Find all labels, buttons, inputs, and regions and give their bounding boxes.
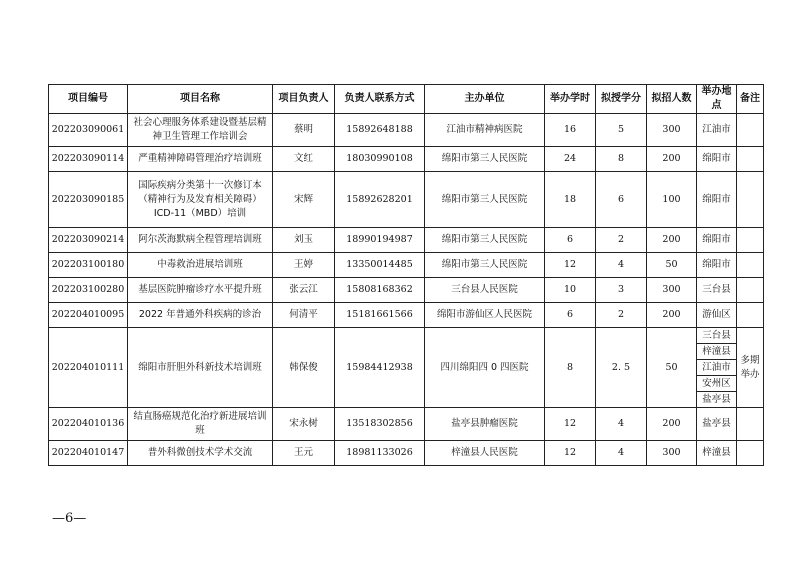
header-credits: 拟授学分 (596, 85, 647, 114)
cell-hours: 16 (545, 114, 596, 147)
cell-project-id: 202203100280 (49, 278, 128, 303)
cell-count: 300 (647, 114, 697, 147)
cell-credits: 8 (596, 147, 647, 172)
cell-project-name: 国际疾病分类第十一次修订本（精神行为及发育相关障碍）ICD-11（MBD）培训 (128, 172, 273, 228)
cell-location: 绵阳市 (697, 228, 737, 253)
cell-remark (737, 408, 764, 441)
cell-remark: 多期举办 (737, 328, 764, 408)
cell-hours: 12 (545, 253, 596, 278)
cell-host-unit: 绵阳市第三人民医院 (425, 147, 545, 172)
cell-count: 200 (647, 408, 697, 441)
cell-project-id: 202203090114 (49, 147, 128, 172)
cell-leader: 文红 (273, 147, 335, 172)
cell-host-unit: 盐亭县肿瘤医院 (425, 408, 545, 441)
table-row (49, 441, 764, 466)
cell-project-name: 基层医院肿瘤诊疗水平提升班 (128, 278, 273, 303)
cell-phone: 15181661566 (335, 303, 425, 328)
cell-project-name: 结直肠癌规范化治疗新进展培训班 (128, 408, 273, 441)
table-row (49, 408, 764, 441)
table-row (49, 147, 764, 172)
header-hours: 举办学时 (545, 85, 596, 114)
cell-host-unit: 江油市精神病医院 (425, 114, 545, 147)
header-project-name: 项目名称 (128, 85, 273, 114)
table-row (49, 114, 764, 147)
cell-location: 绵阳市 (697, 253, 737, 278)
cell-credits: 4 (596, 408, 647, 441)
cell-project-name: 绵阳市肝胆外科新技术培训班 (128, 328, 273, 408)
location-item: 安州区 (697, 375, 736, 391)
cell-project-id: 202203090061 (49, 114, 128, 147)
cell-credits: 2 (596, 303, 647, 328)
cell-credits: 4 (596, 441, 647, 466)
header-leader: 项目负责人 (273, 85, 335, 114)
cell-leader: 宋永树 (273, 408, 335, 441)
cell-project-id: 202203090214 (49, 228, 128, 253)
cell-host-unit: 梓潼县人民医院 (425, 441, 545, 466)
cell-project-id: 202204010147 (49, 441, 128, 466)
cell-count: 300 (647, 441, 697, 466)
cell-project-name: 中毒救治进展培训班 (128, 253, 273, 278)
cell-project-name: 普外科微创技术学术交流 (128, 441, 273, 466)
cell-project-name: 社会心理服务体系建设暨基层精神卫生管理工作培训会 (128, 114, 273, 147)
table-row (49, 228, 764, 253)
table-row (49, 303, 764, 328)
cell-phone: 15808168362 (335, 278, 425, 303)
cell-location: 绵阳市 (697, 147, 737, 172)
cell-remark (737, 172, 764, 228)
cell-hours: 6 (545, 303, 596, 328)
cell-phone: 13518302856 (335, 408, 425, 441)
header-location: 举办地点 (697, 85, 737, 114)
cell-leader: 宋辉 (273, 172, 335, 228)
cell-hours: 12 (545, 441, 596, 466)
cell-hours: 18 (545, 172, 596, 228)
location-item: 盐亭县 (697, 391, 736, 407)
cell-project-id: 202204010111 (49, 328, 128, 408)
cell-leader: 韩保俊 (273, 328, 335, 408)
cell-phone: 18030990108 (335, 147, 425, 172)
cell-count: 200 (647, 147, 697, 172)
cell-phone: 15892628201 (335, 172, 425, 228)
cell-hours: 8 (545, 328, 596, 408)
cell-count: 50 (647, 328, 697, 408)
cell-project-name: 2022 年普通外科疾病的诊治 (128, 303, 273, 328)
cell-location: 三台县 (697, 278, 737, 303)
cell-credits: 4 (596, 253, 647, 278)
cell-remark (737, 278, 764, 303)
header-phone: 负责人联系方式 (335, 85, 425, 114)
training-projects-table (48, 84, 764, 466)
cell-remark (737, 147, 764, 172)
cell-location-list (697, 328, 737, 408)
cell-project-id: 202203090185 (49, 172, 128, 228)
cell-project-name: 严重精神障碍管理治疗培训班 (128, 147, 273, 172)
cell-phone: 13350014485 (335, 253, 425, 278)
cell-host-unit: 绵阳市第三人民医院 (425, 228, 545, 253)
cell-remark (737, 114, 764, 147)
cell-host-unit: 绵阳市游仙区人民医院 (425, 303, 545, 328)
table-row (49, 278, 764, 303)
cell-leader: 何清平 (273, 303, 335, 328)
cell-project-id: 202204010095 (49, 303, 128, 328)
cell-location: 江油市 (697, 114, 737, 147)
cell-credits: 2 (596, 228, 647, 253)
cell-location: 梓潼县 (697, 441, 737, 466)
cell-host-unit: 绵阳市第三人民医院 (425, 172, 545, 228)
cell-project-id: 202203100180 (49, 253, 128, 278)
cell-credits: 2. 5 (596, 328, 647, 408)
location-item: 三台县 (702, 330, 731, 341)
cell-leader: 张云江 (273, 278, 335, 303)
cell-phone: 15984412938 (335, 328, 425, 408)
header-count: 拟招人数 (647, 85, 697, 114)
header-host-unit: 主办单位 (425, 85, 545, 114)
cell-count: 200 (647, 228, 697, 253)
cell-host-unit: 四川绵阳四 0 四医院 (425, 328, 545, 408)
cell-count: 100 (647, 172, 697, 228)
page-number: —6— (52, 511, 87, 526)
cell-leader: 刘玉 (273, 228, 335, 253)
cell-project-name: 阿尔茨海默病全程管理培训班 (128, 228, 273, 253)
cell-location: 盐亭县 (697, 408, 737, 441)
table-row (49, 253, 764, 278)
table-row (49, 172, 764, 228)
cell-host-unit: 三台县人民医院 (425, 278, 545, 303)
cell-phone: 18990194987 (335, 228, 425, 253)
cell-project-id: 202204010136 (49, 408, 128, 441)
cell-leader: 蔡明 (273, 114, 335, 147)
cell-hours: 24 (545, 147, 596, 172)
table-header-row (49, 85, 764, 114)
cell-leader: 王元 (273, 441, 335, 466)
cell-remark (737, 441, 764, 466)
header-remark: 备注 (737, 85, 764, 114)
cell-hours: 10 (545, 278, 596, 303)
cell-host-unit: 绵阳市第三人民医院 (425, 253, 545, 278)
cell-credits: 5 (596, 114, 647, 147)
cell-remark (737, 253, 764, 278)
location-item: 梓潼县 (697, 343, 736, 359)
cell-count: 300 (647, 278, 697, 303)
cell-remark (737, 303, 764, 328)
cell-remark (737, 228, 764, 253)
cell-hours: 12 (545, 408, 596, 441)
cell-count: 200 (647, 303, 697, 328)
cell-location: 绵阳市 (697, 172, 737, 228)
location-item: 江油市 (697, 359, 736, 375)
header-project-id: 项目编号 (49, 85, 128, 114)
cell-credits: 3 (596, 278, 647, 303)
cell-location: 游仙区 (697, 303, 737, 328)
cell-phone: 15892648188 (335, 114, 425, 147)
cell-credits: 6 (596, 172, 647, 228)
cell-phone: 18981133026 (335, 441, 425, 466)
table-row (49, 328, 764, 408)
cell-count: 50 (647, 253, 697, 278)
cell-hours: 6 (545, 228, 596, 253)
cell-leader: 王婷 (273, 253, 335, 278)
